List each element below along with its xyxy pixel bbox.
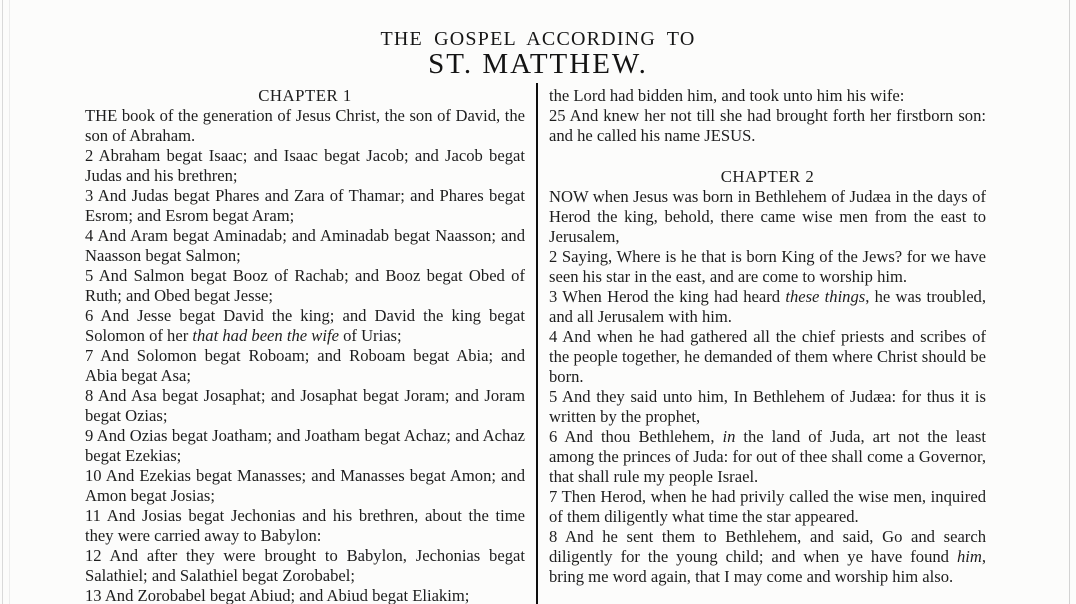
left-column xyxy=(85,86,525,604)
verse: 10 And Ezekias begat Manasses; and Manasses begat Amon; and Amon begat Josias; xyxy=(85,466,525,505)
verse: 3 And Judas begat Phares and Zara of Thamar; and Phares begat Esrom; and Esrom begat Aram; xyxy=(85,186,525,225)
verse: 5 And Salmon begat Booz of Rachab; and Booz begat Obed of Ruth; and Obed begat Jesse; xyxy=(85,266,525,305)
verse: 6 And thou Bethlehem, in the land of Juda, art not the least among the princes of Juda: for out of thee shall come a Governor, that shall rule my people Israel. xyxy=(549,427,986,486)
verse: 6 And Jesse begat David the king; and David the king begat Solomon of her that had been the wife of Urias; xyxy=(85,306,525,345)
verse: 12 And after they were brought to Babylon, Jechonias begat Salathiel; and Salathiel begat Zorobabel; xyxy=(85,546,525,585)
page-edge-line-left-inner xyxy=(9,0,10,604)
verse: NOW when Jesus was born in Bethlehem of Judæa in the days of Herod the king, behold, there came wise men from the east to Jerusalem, xyxy=(549,187,986,246)
chapter-2-heading: CHAPTER 2 xyxy=(720,167,815,186)
verse: 2 Saying, Where is he that is born King of the Jews? for we have seen his star in the east, and are come to worship him. xyxy=(549,247,986,286)
verse: 25 And knew her not till she had brought forth her firstborn son: and he called his name JESUS. xyxy=(549,106,986,145)
verse: 13 And Zorobabel begat Abiud; and Abiud begat Eliakim; xyxy=(85,586,470,604)
column-divider-rule xyxy=(536,83,538,604)
chapter-2-verses xyxy=(549,187,986,587)
right-column xyxy=(549,86,986,604)
chapter-1-continuation-verses xyxy=(549,86,986,146)
verse: 11 And Josias begat Jechonias and his brethren, about the time they were carried away to Babylon: xyxy=(85,506,525,545)
verse: 8 And Asa begat Josaphat; and Josaphat begat Joram; and Joram begat Ozias; xyxy=(85,386,525,425)
book-title: ST. MATTHEW. xyxy=(428,48,648,80)
verse: the Lord had bidden him, and took unto him his wife: xyxy=(549,86,905,105)
verse: 4 And when he had gathered all the chief priests and scribes of the people together, he demanded of them where Christ should be born. xyxy=(549,327,986,386)
gospel-header-line: THE GOSPEL ACCORDING TO xyxy=(380,28,696,50)
verse: THE book of the generation of Jesus Christ, the son of David, the son of Abraham. xyxy=(85,106,525,145)
verse: 2 Abraham begat Isaac; and Isaac begat Jacob; and Jacob begat Judas and his brethren; xyxy=(85,146,525,185)
chapter-1-heading: CHAPTER 1 xyxy=(258,86,352,105)
page-edge-line-left xyxy=(2,0,3,604)
verse: 7 And Solomon begat Roboam; and Roboam begat Abia; and Abia begat Asa; xyxy=(85,346,525,385)
verse: 8 And he sent them to Bethlehem, and said, Go and search diligently for the young child; and when ye have found him, bring me word again, that I may come and worship him also. xyxy=(549,527,986,586)
page-edge-line-right xyxy=(1069,0,1070,604)
verse: 3 When Herod the king had heard these things, he was troubled, and all Jerusalem with him. xyxy=(549,287,986,326)
verse: 7 Then Herod, when he had privily called the wise men, inquired of them diligently what time the star appeared. xyxy=(549,487,986,526)
verse: 9 And Ozias begat Joatham; and Joatham begat Achaz; and Achaz begat Ezekias; xyxy=(85,426,525,465)
verse: 4 And Aram begat Aminadab; and Aminadab begat Naasson; and Naasson begat Salmon; xyxy=(85,226,525,265)
chapter-1-verses xyxy=(85,106,525,604)
verse: 5 And they said unto him, In Bethlehem of Judæa: for thus it is written by the prophet, xyxy=(549,387,986,426)
